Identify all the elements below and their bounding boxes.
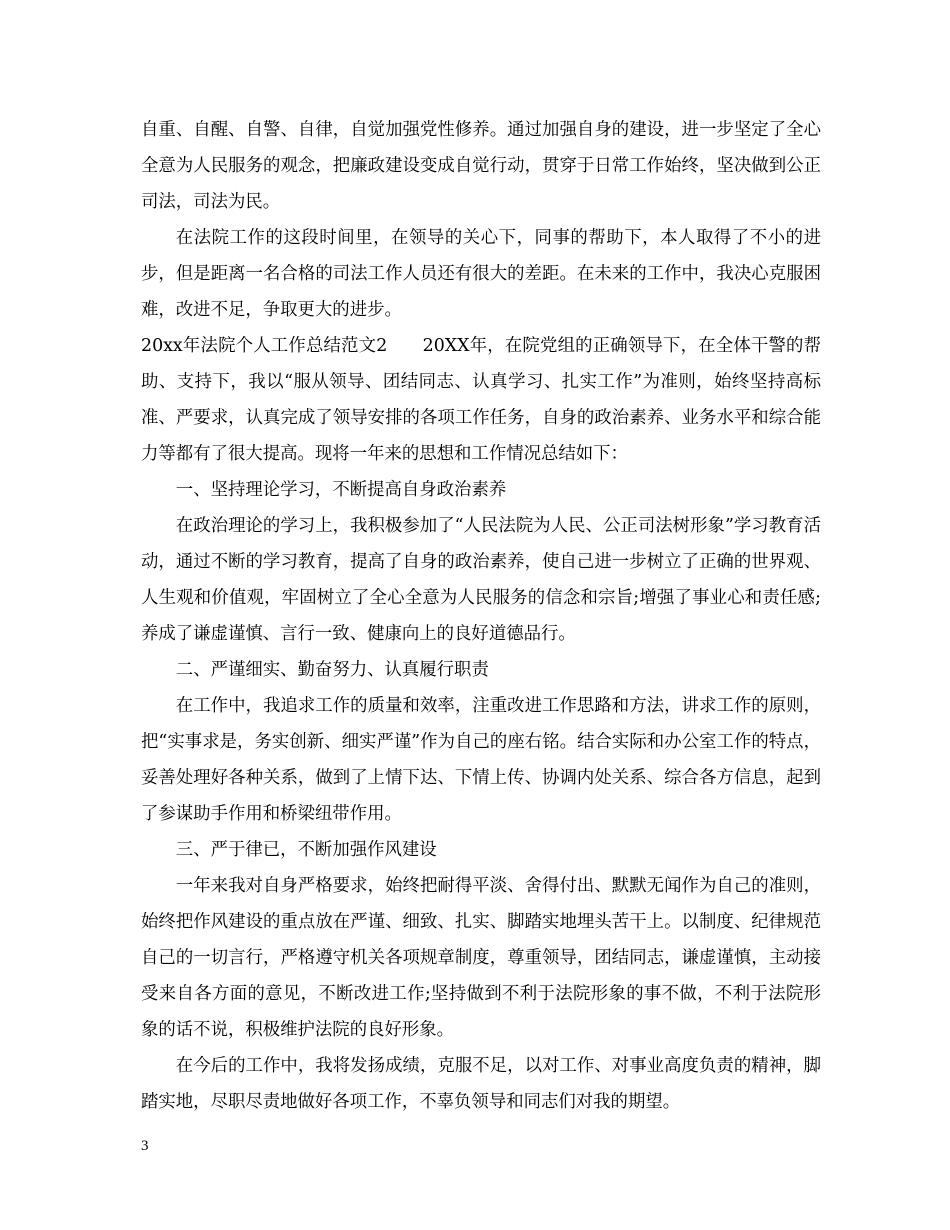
paragraph: 在今后的工作中，我将发扬成绩，克服不足，以对工作、对事业高度负责的精神，脚踏实地，尽职尽责地做好各项工作，不辜负领导和同志们对我的期望。 <box>141 1056 821 1112</box>
page-number: 3 <box>141 1138 149 1154</box>
paragraph: 在政治理论的学习上，我积极参加了“人民法院为人民、公正司法树形象”学习教育活动，通过不断的学习教育，提高了自身的政治素养，使自己进一步树立了正确的世界观、人生观和价值观，牢固树立了全心全意为人民服务的信念和宗旨;增强了事业心和责任感;养成了谦虚谨慎、言行一致、健康向上的良好道德品行。 <box>141 516 821 644</box>
section-heading: 三、严于律已，不断加强作风建设 <box>175 840 437 860</box>
paragraph: 20xx年法院个人工作总结范文2 20XX年，在院党组的正确领导下，在全体干警的帮助、支持下，我以“服从领导、团结同志、认真学习、扎实工作”为准则，始终坚持高标准、严要求，认真完成了领导安排的各项工作任务，自身的政治素养、业务水平和综合能力等都有了很大提高。现将一年来的思想和工作情况总结如下： <box>141 336 821 464</box>
section-heading: 一、坚持理论学习，不断提高自身政治素养 <box>175 480 507 500</box>
paragraph: 在法院工作的这段时间里，在领导的关心下，同事的帮助下，本人取得了不小的进步，但是距离一名合格的司法工作人员还有很大的差距。在未来的工作中，我决心克服困难，改进不足，争取更大的进步。 <box>141 228 821 320</box>
paragraph: 自重、自醒、自警、自律，自觉加强党性修养。通过加强自身的建设，进一步坚定了全心全意为人民服务的观念，把廉政建设变成自觉行动，贯穿于日常工作始终，坚决做到公正司法，司法为民。 <box>141 120 821 212</box>
paragraph: 一年来我对自身严格要求，始终把耐得平淡、舍得付出、默默无闻作为自己的准则，始终把作风建设的重点放在严谨、细致、扎实、脚踏实地埋头苦干上。以制度、纪律规范自己的一切言行，严格遵守机关各项规章制度，尊重领导，团结同志，谦虚谨慎，主动接受来自各方面的意见，不断改进工作;坚持做到不利于法院形象的事不做，不利于法院形象的话不说，积极维护法院的良好形象。 <box>141 876 821 1040</box>
document-body <box>141 112 821 1120</box>
paragraph: 在工作中，我追求工作的质量和效率，注重改进工作思路和方法，讲求工作的原则，把“实事求是，务实创新、细实严谨”作为自己的座右铭。结合实际和办公室工作的特点，妥善处理好各种关系，做到了上情下达、下情上传、协调内处关系、综合各方信息，起到了参谋助手作用和桥梁纽带作用。 <box>141 696 821 824</box>
section-heading: 二、严谨细实、勤奋努力、认真履行职责 <box>175 660 489 680</box>
